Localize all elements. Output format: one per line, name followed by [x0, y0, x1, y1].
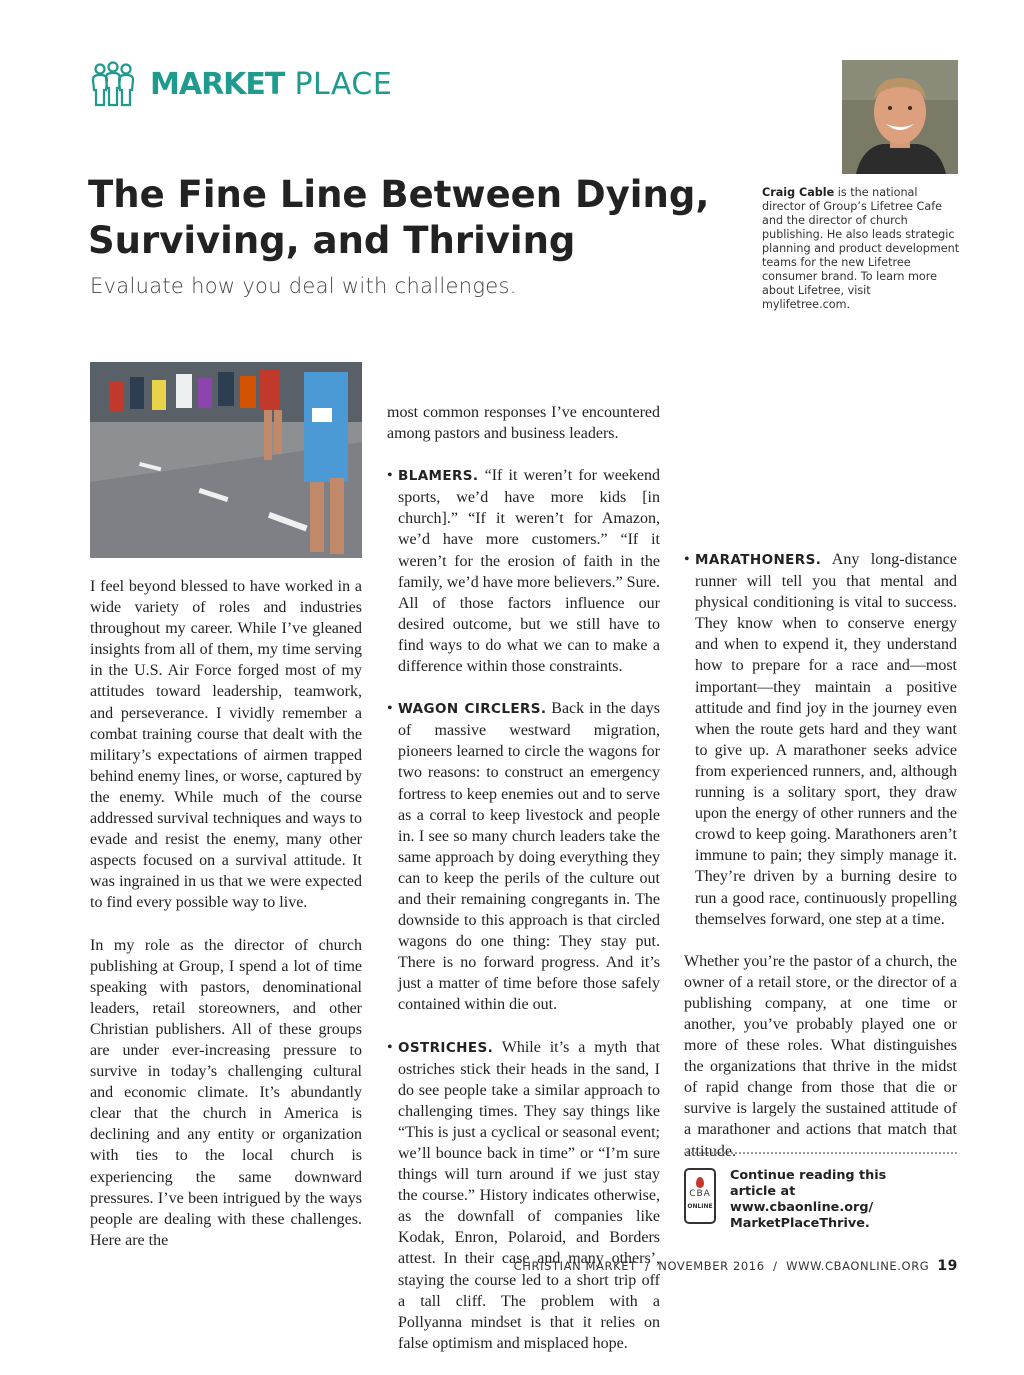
column-1 — [90, 576, 362, 1272]
phone-cba-icon: CBA ONLINE — [684, 1168, 716, 1224]
author-bio — [762, 186, 962, 312]
paragraph: I feel beyond blessed to have worked in a wide variety of roles and industries throughout my career. While I’ve gleaned insights from all of them, my time serving in the U.S. Air Force forged most of my attitudes toward leadership, teamwork, and perseverance. I vividly remember a combat training course that dealt with the military’s expectations of airmen trapped behind enemy lines, or worse, captured by the enemy. While much of the course addressed survival techniques and ways to evade and resist the enemy, many other aspects focused on a survival attitude. It was ingrained in us that we were expected to find every possible way to live. — [90, 578, 362, 912]
bullet-marker: • — [684, 551, 690, 568]
section-header — [90, 60, 392, 108]
author-photo — [842, 60, 958, 174]
author-bio-text: is the national director of Group’s Lifetree Cafe and the director of church publishing. He also leads strategic planning and product development teams for the new Lifetree consumer brand. To learn more about Lifetree, visit mylifetree.com. — [762, 186, 960, 311]
marathon-photo — [90, 362, 362, 558]
paragraph: In my role as the director of church publishing at Group, I spend a lot of time speaking with pastors, denominational leaders, retail storeowners, and other Christian publishers. All of these groups are under ever-increasing pressure to survive in today’s challenging cultural and economic climate. It’s abundantly clear that the church in America is declining and any entity or organization with ties to the local church is experiencing the same downward pressures. I’ve been intrigued by the ways people are dealing with these challenges. Here are the — [90, 936, 362, 1249]
bullet-keyword: BLAMERS. — [398, 468, 479, 485]
bullet-keyword: OSTRICHES. — [398, 1039, 494, 1056]
footer-text: CHRISTIAN MARKET / NOVEMBER 2016 / WWW.CBAONLINE.ORG — [513, 1259, 930, 1273]
people-group-icon — [90, 60, 136, 108]
list-item-marathoners: • MARATHONERS. Any long-distance runner will tell you that mental and physical conditioning is vital to success. They know when to conserve energy and when to expend it, they understand how to prepare for a race and—most important—they maintain a positive attitude and find joy in the journey even when the route gets hard and they want to give up. A marathoner seeks advice from experienced runners, and, although running is a solitary sport, they draw upon the energy of other runners and the crowd to keep going. Marathoners aren’t immune to pain; they simply manage it. They’re driven by a burning desire to run a good race, continuously propelling themselves forward, one step at a time. — [684, 551, 957, 928]
list-item-wagon-circlers: • WAGON CIRCLERS. Back in the days of massive westward migration, pioneers learned to circle the wagons for two reasons: to construct an emergency fortress to keep enemies out and to serve as a corral to keep livestock and people in. I see so many church leaders take the same approach by doing everything they can to keep the perils of the culture out and their remaining congregants in. The downside to this approach is that circled wagons do one thing: They stay put. There is no forward progress. And it’s just a matter of time before those safely contained within die out. — [387, 700, 660, 1014]
bullet-marker: • — [387, 1038, 393, 1056]
page-footer — [514, 1258, 958, 1274]
section-title: MARKET PLACE — [150, 66, 393, 102]
divider — [684, 1152, 957, 1154]
paragraph: most common responses I’ve encountered among pastors and business leaders. — [387, 404, 660, 443]
list-item-blamers: • BLAMERS. “If it weren’t for weekend sports, we’d have more kids [in church].” “If it weren’t for Amazon, we’d have more customers.” “If it weren’t for the erosion of faith in the family, we’d have more believers.” Sure. All of those factors influence our desired outcome, but we still have to find ways to do what we can to make a difference within those constraints. — [387, 467, 660, 676]
article-title: The Fine Line Between Dying, Surviving, and Thriving — [88, 173, 710, 262]
bullet-keyword: MARATHONERS. — [695, 552, 822, 568]
bullet-marker: • — [387, 700, 393, 718]
bullet-marker: • — [387, 467, 393, 485]
continue-reading[interactable] — [684, 1168, 930, 1232]
column-3 — [684, 402, 957, 1183]
continue-reading-link[interactable]: Continue reading this article at www.cbaonline.org/ MarketPlaceThrive. — [730, 1168, 887, 1231]
page-number: 19 — [937, 1258, 958, 1274]
bullet-keyword: WAGON CIRCLERS. — [398, 701, 547, 718]
column-2 — [387, 402, 660, 1375]
author-name: Craig Cable — [762, 186, 835, 199]
paragraph: Whether you’re the pastor of a church, the owner of a retail store, or the director of a publishing company, at one time or another, you’ve probably played one or more of these roles. What distinguishes the organizations that thrive in the midst of rapid change from those that die or survive is largely the sustained attitude of a marathoner and actions that match that attitude. — [684, 952, 957, 1160]
list-item-ostriches: • OSTRICHES. While it’s a myth that ostriches stick their heads in the sand, I do see people take a similar approach to challenging times. They say things like “This is just a cyclical or seasonal event; we’ll bounce back in time” or “I’m sure things will turn around if we just stay the course.” History indicates otherwise, as the downfall of companies like Kodak, Enron, Polaroid, and Borders attest. In their case and many others’, staying the course led to a short trip off a tall cliff. The problem with a Pollyanna mindset is that it relies on false optimism and misplaced hope. — [387, 1038, 660, 1352]
article-subtitle: Evaluate how you deal with challenges. — [90, 274, 517, 298]
